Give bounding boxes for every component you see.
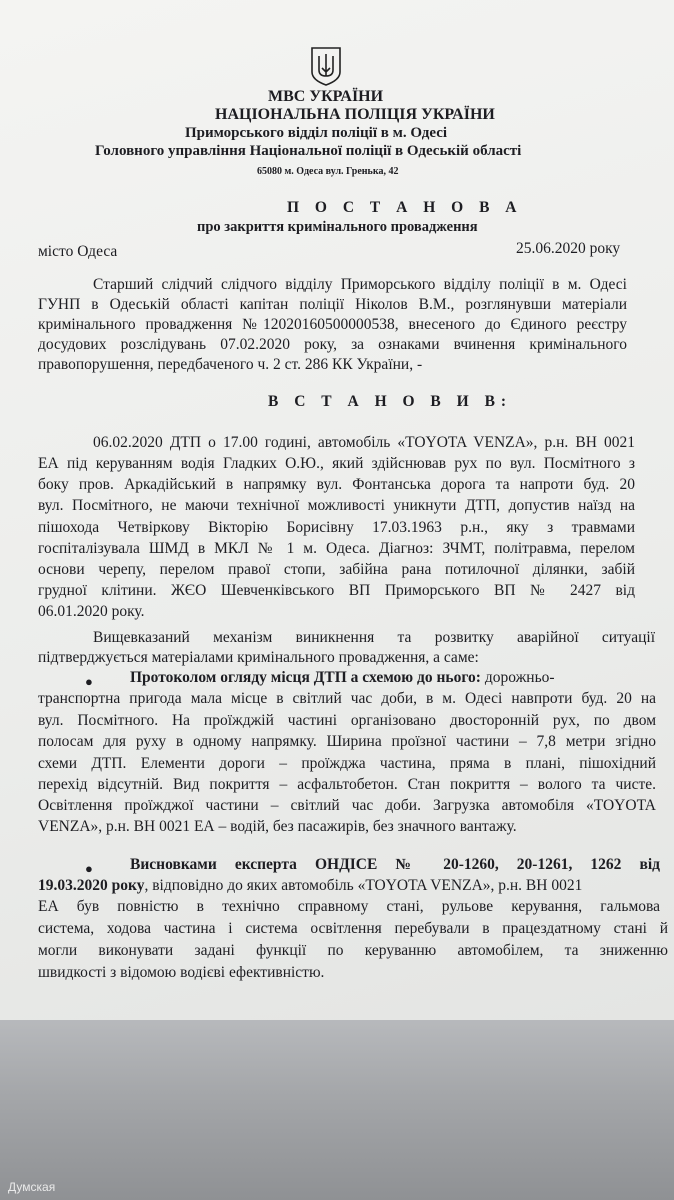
bullet-line: могли виконувати задані функції по керуванню автомобілем, та зниженню: [38, 942, 668, 959]
bullet-line: Освітлення проїжджої частини – світлий час доби. Загрузка автомобіля «TOYOTA: [38, 797, 656, 814]
document-subtitle: про закриття кримінального провадження: [197, 219, 478, 235]
paragraph-line: госпіталізувала ШМД в МКЛ № 1 м. Одеса. Діагноз: ЗЧМТ, політравма, перелом: [38, 540, 635, 557]
address: 65080 м. Одеса вул. Гренька, 42: [257, 166, 399, 177]
bullet-line: швидкості з відомою водієві ефективністю.: [38, 964, 325, 981]
trident-emblem-icon: [310, 46, 342, 86]
intro-line: ГУНП в Одеській області капітан поліції Ніколов В.М., розглянувши матеріали: [38, 296, 627, 313]
paragraph-line: грудної клітини. ЖЄО Шевченківського ВП Приморського ВП № 2427 від: [38, 582, 635, 599]
intro-line: Старший слідчий слідчого відділу Приморського відділу поліції в м. Одесі: [93, 276, 627, 293]
document-date: 25.06.2020 року: [516, 240, 621, 257]
department-name: Приморського відділ поліції в м. Одесі: [185, 125, 448, 141]
bullet-line: перехід відсутній. Вид покриття – асфальтобетон. Стан покриття – волого та чисте.: [38, 776, 656, 793]
paragraph-line: пішохода Четвіркову Вікторію Борисівну 17.03.1963 р.н., яку з травмами: [38, 519, 635, 536]
paragraph-line: підтверджується матеріалами кримінального провадження, а саме:: [38, 649, 479, 666]
city: місто Одеса: [38, 243, 118, 260]
paragraph-line: основи черепу, перелом правої стопи, забійна рана потилочної ділянки, забій: [38, 561, 635, 578]
bullet-line: полосам для руху в одному напрямку. Ширина проїзної частини – 7,8 метри згідно: [38, 733, 656, 750]
directorate-name: Головного управління Національної поліції в Одеській області: [95, 143, 522, 159]
intro-line: правопорушення, передбаченого ч. 2 ст. 286 КК України, -: [38, 356, 423, 373]
bullet-bold-lead: Висновками експерта ОНДІСЕ № 20-1260, 20-1261, 1262 від: [130, 856, 660, 873]
paragraph-line: боку пров. Аркадійський в напрямку вул. Фонтанська дорога та напроти буд. 20: [38, 476, 635, 493]
paragraph-line: вул. Посмітного, не маючи технічної можливості уникнути ДТП, допустив наїзд на: [38, 497, 635, 514]
bullet-line-rest: , відповідно до яких автомобіль «TOYOTA VENZA», р.н. ВН 0021: [144, 877, 583, 894]
bullet-bold-lead: Протоколом огляду місця ДТП а схемою до нього:: [130, 669, 481, 686]
ministry-name: МВС УКРАЇНИ: [268, 88, 384, 105]
bullet-line: транспортна пригода мала місце в світлий час доби, в м. Одесі навпроти буд. 20 на: [38, 690, 656, 707]
bullet-line: ЕА був повністю в технічно справному стані, рульове керування, гальмова: [38, 898, 660, 915]
watermark: Думская: [8, 1180, 56, 1194]
bullet-line: вул. Посмітного. На проїжджій частині організовано двосторонній рух, по двом: [38, 712, 656, 729]
bullet-second-line: [38, 877, 582, 895]
intro-line: кримінального провадження №12020160500000538, внесеного до Єдиного реєстру: [38, 316, 627, 333]
bullet-lead-rest: дорожньо-: [480, 669, 555, 686]
bullet-first-line: [130, 669, 555, 687]
paragraph-line: ЕА під керуванням водія Гладких О.Ю., який здійснював рух по вул. Посмітного з: [38, 455, 635, 472]
expert-date: 19.03.2020 року: [38, 877, 145, 894]
police-name: НАЦІОНАЛЬНА ПОЛІЦІЯ УКРАЇНИ: [215, 106, 495, 123]
intro-line: досудових розслідувань 07.02.2020 року, за ознаками вчинення кримінального: [38, 336, 627, 353]
paragraph-line: 06.02.2020 ДТП о 17.00 годині, автомобіль «TOYOTA VENZA», р.н. ВН 0021: [93, 434, 635, 451]
document-title: П О С Т А Н О В А: [287, 199, 523, 216]
paragraph-line: 06.01.2020 року.: [38, 603, 145, 620]
bullet-line: система, ходова частина і система освітлення перебували в працездатному стані й: [38, 920, 668, 937]
established-heading: В С Т А Н О В И В:: [268, 393, 513, 410]
bullet-line: схеми ДТП. Елементи дороги – проїжджа частина, пряма в плані, пішохідний: [38, 755, 656, 772]
bullet-line: VENZA», р.н. ВН 0021 ЕА – водій, без пасажирів, без значного вантажу.: [38, 818, 517, 835]
bullet-marker: ●: [85, 674, 93, 689]
bullet-marker: ●: [85, 861, 93, 876]
paragraph-line: Вищевказаний механізм виникнення та розвитку аварійної ситуації: [93, 629, 655, 646]
